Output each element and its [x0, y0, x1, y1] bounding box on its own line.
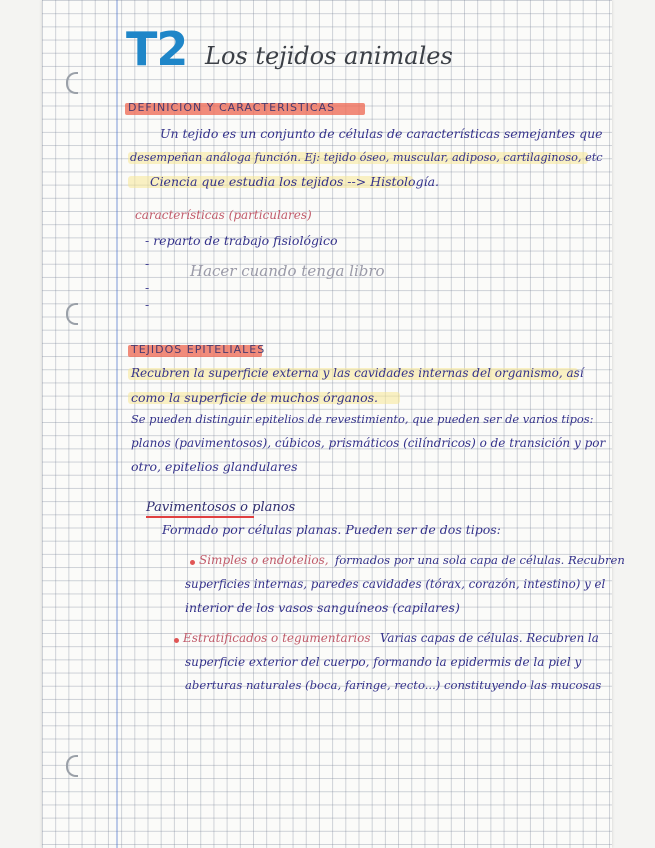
bullet-text: superficies internas, paredes cavidades (tórax, corazón, intestino) y el: [185, 577, 606, 591]
page-title: Los tejidos animales: [205, 42, 453, 70]
bullet-text: superficie exterior del cuerpo, formando la epidermis de la piel y: [185, 655, 582, 669]
text-line: otro, epitelios glandulares: [131, 459, 298, 474]
text-line: Ciencia que estudia los tejidos --> Histología.: [150, 174, 439, 189]
pale-note: Hacer cuando tenga libro: [190, 262, 385, 280]
text-line: Recubren la superficie externa y las cavidades internas del organismo, así: [131, 366, 584, 380]
text-line: Un tejido es un conjunto de células de características semejantes que: [160, 126, 603, 141]
text-line: planos (pavimentosos), cúbicos, prismáticos (cilíndricos) o de transición y por: [131, 436, 606, 450]
list-item: -: [145, 280, 150, 295]
caracteristicas-label: características (particulares): [135, 208, 312, 222]
bullet-text: Varias capas de células. Recubren la: [380, 631, 599, 645]
binder-hole: [66, 755, 78, 777]
text-line: Se pueden distinguir epitelios de revestimiento, que pueden ser de varios tipos:: [131, 412, 594, 426]
list-item: -: [145, 297, 150, 312]
text-line: como la superficie de muchos órganos.: [131, 390, 379, 405]
bullet-dot: [174, 638, 179, 643]
bullet-text: formados por una sola capa de células. Recubren: [335, 553, 625, 567]
binder-hole: [66, 72, 78, 94]
section-heading-epiteliales: TEJIDOS EPITELIALES: [131, 343, 266, 356]
list-item: - reparto de trabajo fisiológico: [145, 233, 338, 248]
margin-line: [116, 0, 118, 848]
bullet-text: aberturas naturales (boca, faringe, recto...) constituyendo las mucosas: [185, 678, 602, 692]
topic-badge: T2: [126, 22, 188, 76]
subheading-underline: [146, 516, 254, 518]
text-line: desempeñan análoga función. Ej: tejido óseo, muscular, adiposo, cartilaginoso, etc: [130, 151, 603, 164]
bullet-text: interior de los vasos sanguíneos (capilares): [185, 600, 460, 615]
bullet-label: Estratificados o tegumentarios: [183, 631, 371, 645]
list-item: -: [145, 256, 150, 271]
section-heading-definicion: DEFINICION Y CARACTERISTICAS: [128, 101, 336, 114]
bullet-dot: [190, 560, 195, 565]
binder-hole: [66, 303, 78, 325]
text-line: Formado por células planas. Pueden ser de dos tipos:: [162, 522, 501, 537]
bullet-label: Simples o endotelios,: [199, 553, 329, 567]
subheading-pavimentosos: Pavimentosos o planos: [146, 500, 296, 515]
